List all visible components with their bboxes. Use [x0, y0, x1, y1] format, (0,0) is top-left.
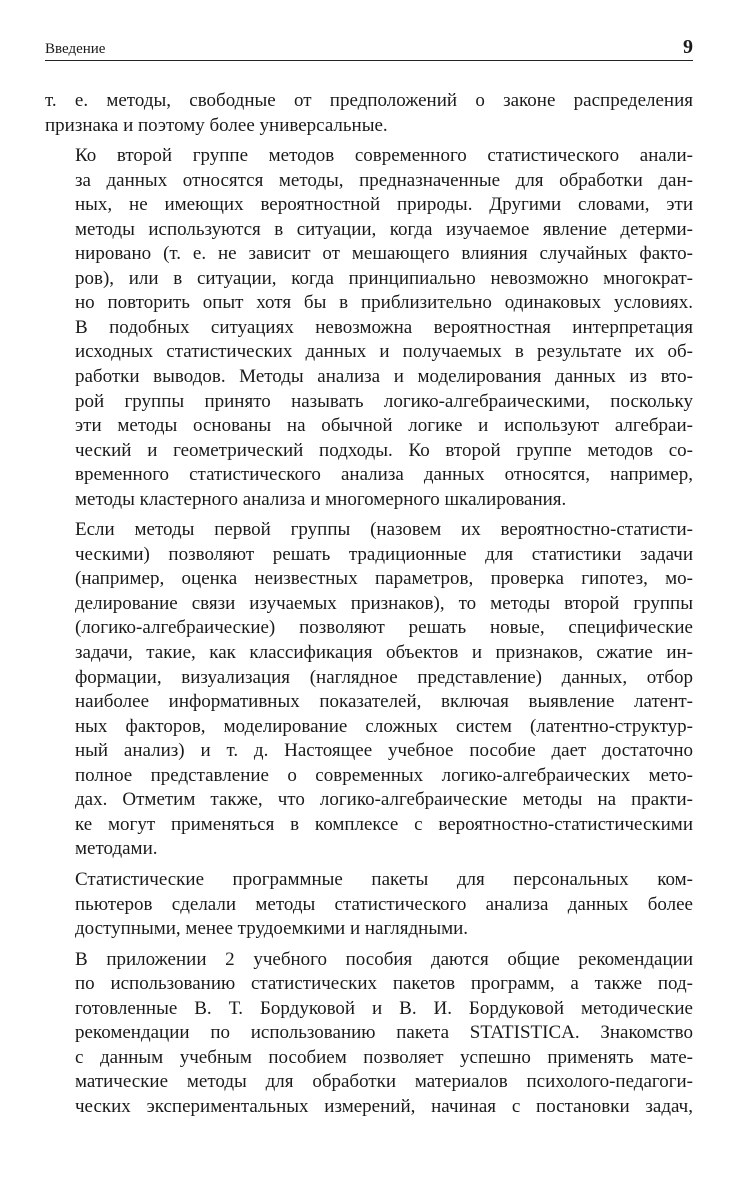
text-line: работки выводов. Методы анализа и моделирования данных из вто- — [75, 366, 693, 388]
text-line: ных, не имеющих вероятностной природы. Другими словами, эти — [75, 194, 693, 216]
running-title: Введение — [45, 41, 106, 57]
text-line: т. е. методы, свободные от предположений о законе распределения — [45, 90, 693, 111]
text-line: Ко второй группе методов современного статистического анали- — [75, 145, 693, 167]
text-line: по использованию статистических пакетов программ, а также под- — [75, 973, 693, 995]
text-line: В приложении 2 учебного пособия даются общие рекомендации — [75, 948, 693, 970]
text-line: Если методы первой группы (назовем их вероятностно-статисти- — [75, 519, 693, 541]
text-line: ке могут применяться в комплексе с вероятностно-статистическими — [75, 813, 693, 835]
running-header — [45, 28, 693, 61]
text-line: ческих экспериментальных измерений, начиная с постановки задач, — [75, 1095, 693, 1117]
text-line: матические методы для обработки материалов психолого-педагоги- — [75, 1071, 693, 1093]
page-number: 9 — [683, 36, 693, 58]
text-line: ных факторов, моделирование сложных систем (латентно-структур- — [75, 715, 693, 737]
text-line: методами. — [75, 838, 158, 860]
text-line: дах. Отметим также, что логико-алгебраические методы на практи- — [75, 789, 693, 811]
text-line: но повторить опыт хотя бы в приблизительно одинаковых условиях. — [75, 292, 693, 314]
text-line: ный анализ) и т. д. Настоящее учебное пособие дает достаточно — [75, 740, 693, 762]
text-line: методы кластерного анализа и многомерного шкалирования. — [75, 488, 567, 510]
text-line: полное представление о современных логико-алгебраических мето- — [75, 764, 693, 786]
text-line: эти методы основаны на обычной логике и используют алгебраи- — [75, 415, 693, 437]
text-line: ческими) позволяют решать традиционные для статистики задачи — [75, 543, 693, 565]
paragraph — [45, 144, 693, 512]
text-line: формации, визуализация (наглядное представление) данных, отбор — [75, 666, 693, 688]
text-line: В подобных ситуациях невозможна вероятностная интерпретация — [75, 316, 693, 338]
paragraph — [45, 518, 693, 862]
paragraph — [45, 89, 693, 138]
text-line: доступными, менее трудоемкими и наглядными. — [75, 918, 469, 940]
text-line: нировано (т. е. не зависит от мешающего влияния случайных факто- — [75, 243, 693, 265]
text-line: пьютеров сделали методы статистического анализа данных более — [75, 893, 693, 915]
text-line: рекомендации по использованию пакета STATISTICA. Знакомство — [75, 1022, 693, 1044]
text-line: временного статистического анализа данных относятся, например, — [75, 464, 693, 486]
text-line: готовленные В. Т. Бордуковой и В. И. Бордуковой методические — [75, 997, 693, 1019]
text-line: ческий и геометрический подходы. Ко второй группе методов со- — [75, 439, 693, 461]
text-line: наиболее информативных показателей, включая выявление латент- — [75, 691, 693, 713]
book-page — [45, 28, 693, 1125]
text-line: за данных относятся методы, предназначенные для обработки дан- — [75, 169, 693, 191]
text-line: задачи, такие, как классификация объектов и признаков, сжатие ин- — [75, 642, 693, 664]
text-line: с данным учебным пособием позволяет успешно применять мате- — [75, 1046, 693, 1068]
text-line: ров), или в ситуации, когда принципиально невозможно многократ- — [75, 267, 693, 289]
text-line: Статистические программные пакеты для персональных ком- — [75, 868, 693, 890]
text-line: методы используются в ситуации, когда изучаемое явление детерми- — [75, 218, 693, 240]
text-line: признака и поэтому более универсальные. — [45, 114, 388, 136]
text-line: исходных статистических данных и получаемых в результате их об- — [75, 341, 693, 363]
text-line: делирование связи изучаемых признаков), то методы второй группы — [75, 592, 693, 614]
text-line: (например, оценка неизвестных параметров, проверка гипотез, мо- — [75, 568, 693, 590]
paragraph — [45, 868, 693, 942]
body-text — [45, 89, 693, 1119]
paragraph — [45, 948, 693, 1120]
text-line: (логико-алгебраические) позволяют решать новые, специфические — [75, 617, 693, 639]
text-line: рой группы принято называть логико-алгебраическими, поскольку — [75, 390, 693, 412]
